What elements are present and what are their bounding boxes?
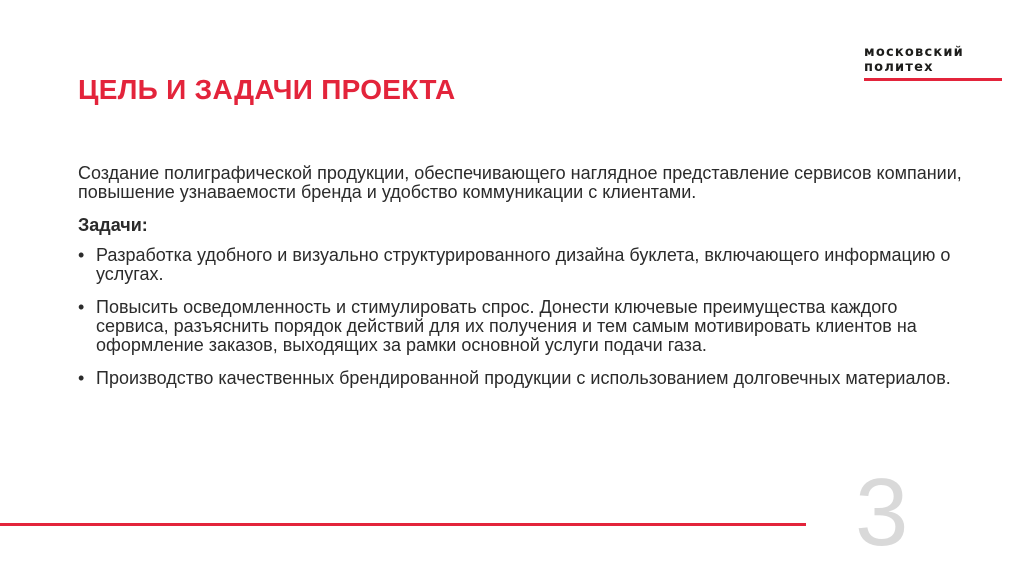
logo-text-line1: московский — [864, 45, 964, 60]
page-number: 3 — [855, 459, 909, 566]
task-text: Разработка удобного и визуально структурированного дизайна буклета, включающего информацию о услугах. — [96, 245, 951, 284]
task-text: Повысить осведомленность и стимулировать спрос. Донести ключевые преимущества каждого сервиса, разъяснить порядок действий для их получения и тем самым мотивировать клиентов на оформление заказов, выходящих за рамки основной услуги подачи газа. — [96, 297, 917, 355]
slide-title: ЦЕЛЬ И ЗАДАЧИ ПРОЕКТА — [78, 74, 456, 105]
logo-text-line2: политех — [864, 60, 934, 75]
bullet-icon: • — [78, 245, 85, 265]
bullet-icon: • — [78, 297, 85, 317]
list-item — [78, 369, 968, 388]
project-goal-text: Создание полиграфической продукции, обеспечивающего наглядное представление сервисов компании, повышение узнаваемости бренда и удобство коммуникации с клиентами. — [78, 163, 962, 202]
footer-divider — [0, 523, 806, 526]
task-text: Производство качественных брендированной продукции с использованием долговечных материалов. — [96, 368, 951, 388]
bullet-icon: • — [78, 368, 85, 388]
task-list — [78, 246, 968, 388]
tasks-heading: Задачи: — [78, 215, 148, 235]
list-item — [78, 246, 968, 284]
list-item — [78, 298, 968, 355]
slide-content — [78, 164, 968, 402]
logo-underline — [864, 78, 1002, 81]
moscow-polytech-logo — [864, 45, 1014, 81]
